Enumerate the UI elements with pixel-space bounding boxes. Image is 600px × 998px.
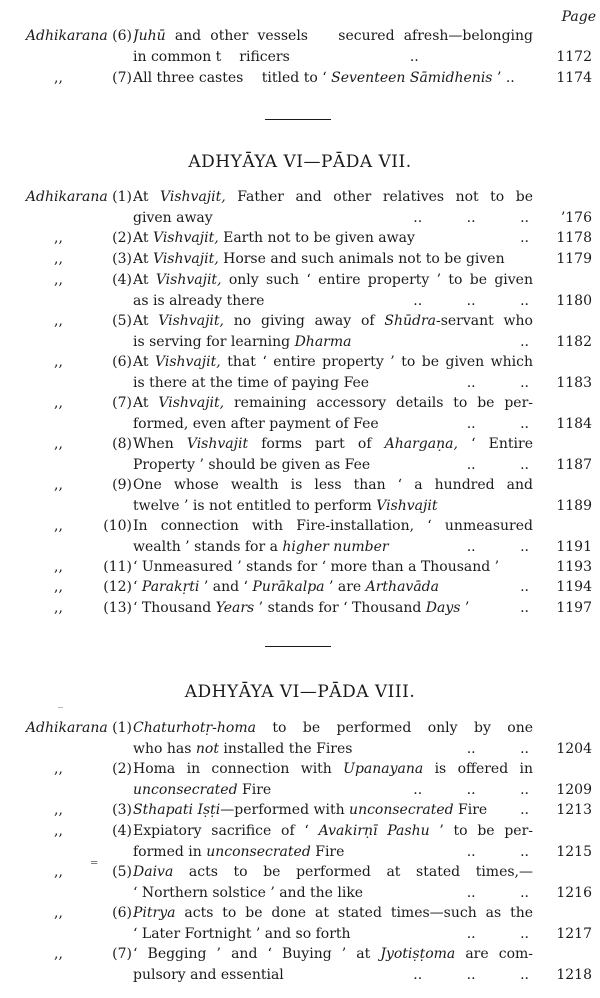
page-number: 1209 [556,781,592,798]
ditto-mark: ,, [54,272,63,288]
entry-number: (5) [112,313,132,329]
entry-number: (3) [112,251,132,267]
ditto-mark: ,, [54,436,63,452]
leader-dots: .. [520,333,529,350]
entry-number: (4) [112,272,132,288]
page-number: 1178 [556,230,592,246]
page-column-label: Page [561,9,596,25]
entry-number: (7) [112,946,132,962]
adhikarana-label: Adhikarana [25,28,108,44]
entry-lead [14,903,132,924]
ink-mark: ‾ [58,707,63,718]
page-number: 1172 [556,48,592,65]
entry-lead [14,800,132,821]
entry-text: When Vishvajit forms part of Ahargaṇa, ‘ Entire Property ’ should be given as Fee .. .. [133,434,533,475]
page-number: 1179 [556,251,592,267]
page-number: 1217 [556,925,592,942]
ditto-mark: ,, [54,395,63,411]
entry-lead [14,516,132,537]
ditto-mark: ,, [54,761,63,777]
adhikarana-label: Adhikarana [25,720,108,736]
entry-lead: ,, (7) [54,70,132,86]
entry-text: At Vishvajit, that ‘ entire property ’ to be given which is there at the time of paying Fee .. .. [133,352,533,393]
entry-lead [14,821,132,842]
entry-text: ‘ Parakṛti ’ and ‘ Purākalpa ’ are Arthavāda .. [133,577,533,598]
entry-lead [14,475,132,496]
page-number: 1187 [556,456,592,473]
ditto-mark: ,, [54,313,63,329]
entry-text: ‘ Thousand Years ’ stands for ‘ Thousand Days ’ .. [133,598,533,619]
entry-text: Daiva acts to be performed at stated times,— ‘ Northern solstice ’ and the like .. .. [133,862,533,903]
entry-number: (3) [112,802,132,818]
page-number: 1182 [556,333,592,350]
leader-dots: .. .. [466,843,529,860]
entry-number: (6) [112,354,132,370]
entry-number: (8) [112,436,132,452]
entry-text: All three castes titled to ‘ Seventeen Sāmidhenis ’ .. [133,70,515,86]
section-divider [265,646,331,647]
leader-dots: .. .. [466,415,529,432]
entry-text: ‘ Unmeasured ’ stands for ‘ more than a Thousand ’ [133,559,500,575]
entry-number: (13) [103,600,132,616]
entry-lead [14,249,132,270]
entry-lead [14,862,132,883]
entry-text: Chaturhotṛ-homa to be performed only by one who has not installed the Fires .. .. [133,718,533,759]
entry-lead [14,228,132,249]
entry-lead [14,311,132,332]
leader-dots: .. [520,579,529,595]
entry-lead [14,577,132,598]
page-number: 1213 [556,802,592,818]
ditto-mark: ,, [54,518,63,534]
leader-dots: .. .. .. [413,209,529,226]
page-number: 1215 [556,843,592,860]
entry-text: Expiatory sacrifice of ‘ Avakirṇī Pashu ’ to be per- formed in unconsecrated Fire .. .. [133,821,533,862]
entry-number: (11) [103,559,132,575]
entry-number: (1) [107,720,132,736]
entry-text: One whose wealth is less than ‘ a hundred and twelve ’ is not entitled to perform Vishvajit [133,477,533,514]
page-number: 1189 [556,497,592,514]
leader-dots: .. .. [466,456,529,473]
ditto-mark: ,, [54,559,63,575]
entry-text: At Vishvajit, Father and other relatives not to be given away .. .. .. [133,187,533,228]
entry-text: At Vishvajit, only such ‘ entire property ’ to be given as is already there .. .. .. [133,270,533,311]
leader-dots: .. .. .. [413,966,529,983]
ditto-mark: ,, [54,905,63,921]
page-number: 1218 [556,966,592,983]
entry-lead [14,557,132,578]
entry-text: Sthapati Iṣṭi—performed with unconsecrated Fire .. [133,800,533,821]
entry-lead [14,187,132,208]
leader-dots: .. .. [466,884,529,901]
entry-number: (7) [112,395,132,411]
leader-dots: .. .. .. [413,781,529,798]
entry-text: In connection with Fire-installation, ‘ unmeasured wealth ’ stands for a higher number .. .. [133,516,533,557]
entry-number: (12) [103,579,132,595]
page-number: 1194 [556,579,592,595]
entry-number: (10) [103,518,132,534]
leader-dots: .. .. [466,925,529,942]
leader-dots: .. [520,802,529,818]
entry-number: (1) [107,189,132,205]
page-number: 1184 [556,415,592,432]
page-number: 1191 [556,538,592,555]
section-heading-pada-8: ADHYĀYA VI—PĀDA VIII. [184,682,416,702]
entry-lead [14,434,132,455]
ditto-mark: ,, [54,864,63,880]
ditto-mark: ,, [54,946,63,962]
ditto-mark: ,, [54,251,63,267]
leader-dots: .. [520,230,529,246]
entry-number: (4) [112,823,132,839]
entry-text: At Vishvajit, Horse and such animals not to be given [133,251,505,267]
entry-number: (2) [112,230,132,246]
page-number: 1174 [556,70,592,86]
page-number: 1180 [556,292,592,309]
ditto-mark: ,, [54,579,63,595]
leader-dots: .. .. .. [413,292,529,309]
entry-lead [14,352,132,373]
entry-text: At Vishvajit, Earth not to be given away .. [133,228,533,249]
entry-lead [14,598,132,619]
entry-lead [14,393,132,414]
leader-dots: .. .. [466,538,529,555]
entry-text: ‘ Begging ’ and ‘ Buying ’ at Jyotiṣṭoma are com- pulsory and essential .. .. .. [133,944,533,985]
section-divider [265,119,331,120]
entry-text: At Vishvajit, remaining accessory details to be per- formed, even after payment of Fee .. .. [133,393,533,434]
page-number: 1183 [556,374,592,391]
term: Juhū [133,28,166,44]
leader-dots: .. .. [466,740,529,757]
ditto-mark: ,, [54,477,63,493]
entry-text: Homa in connection with Upanayana is offered in unconsecrated Fire .. .. .. [133,759,533,800]
leader-dots: .. [520,600,529,616]
ditto-mark: ,, [54,802,63,818]
ink-mark: = [90,858,99,869]
page-number: ’176 [560,209,592,226]
entry-text: Pitrya acts to be done at stated times—such as the ‘ Later Fortnight ’ and so forth .. .. [133,903,533,944]
entry-lead: Adhikarana (6) [25,28,132,44]
ditto-mark: ,, [54,354,63,370]
entry-lead [14,759,132,780]
leader-dots: .. .. [466,374,529,391]
page-number: 1216 [556,884,592,901]
entry-number: (6) [112,905,132,921]
entry-number: (5) [112,864,132,880]
ditto-mark: ,, [54,823,63,839]
entry-number: (2) [112,761,132,777]
adhikarana-label: Adhikarana [25,189,108,205]
page-number: 1197 [556,600,592,616]
entry-text: Juhū and other vessels secured afresh—belonging in common t rificers .. [133,28,533,65]
section-heading-pada-7: ADHYĀYA VI—PĀDA VII. [188,152,412,172]
page-number: 1204 [556,740,592,757]
entry-lead [14,270,132,291]
page-number: 1193 [556,559,592,575]
entry-lead [14,718,132,739]
ditto-mark: ,, [54,230,63,246]
entry-lead [14,944,132,965]
ditto-mark: ,, [54,600,63,616]
entry-number: (9) [112,477,132,493]
entry-text: At Vishvajit, no giving away of Shūdra-servant who is serving for learning Dharma .. [133,311,533,352]
